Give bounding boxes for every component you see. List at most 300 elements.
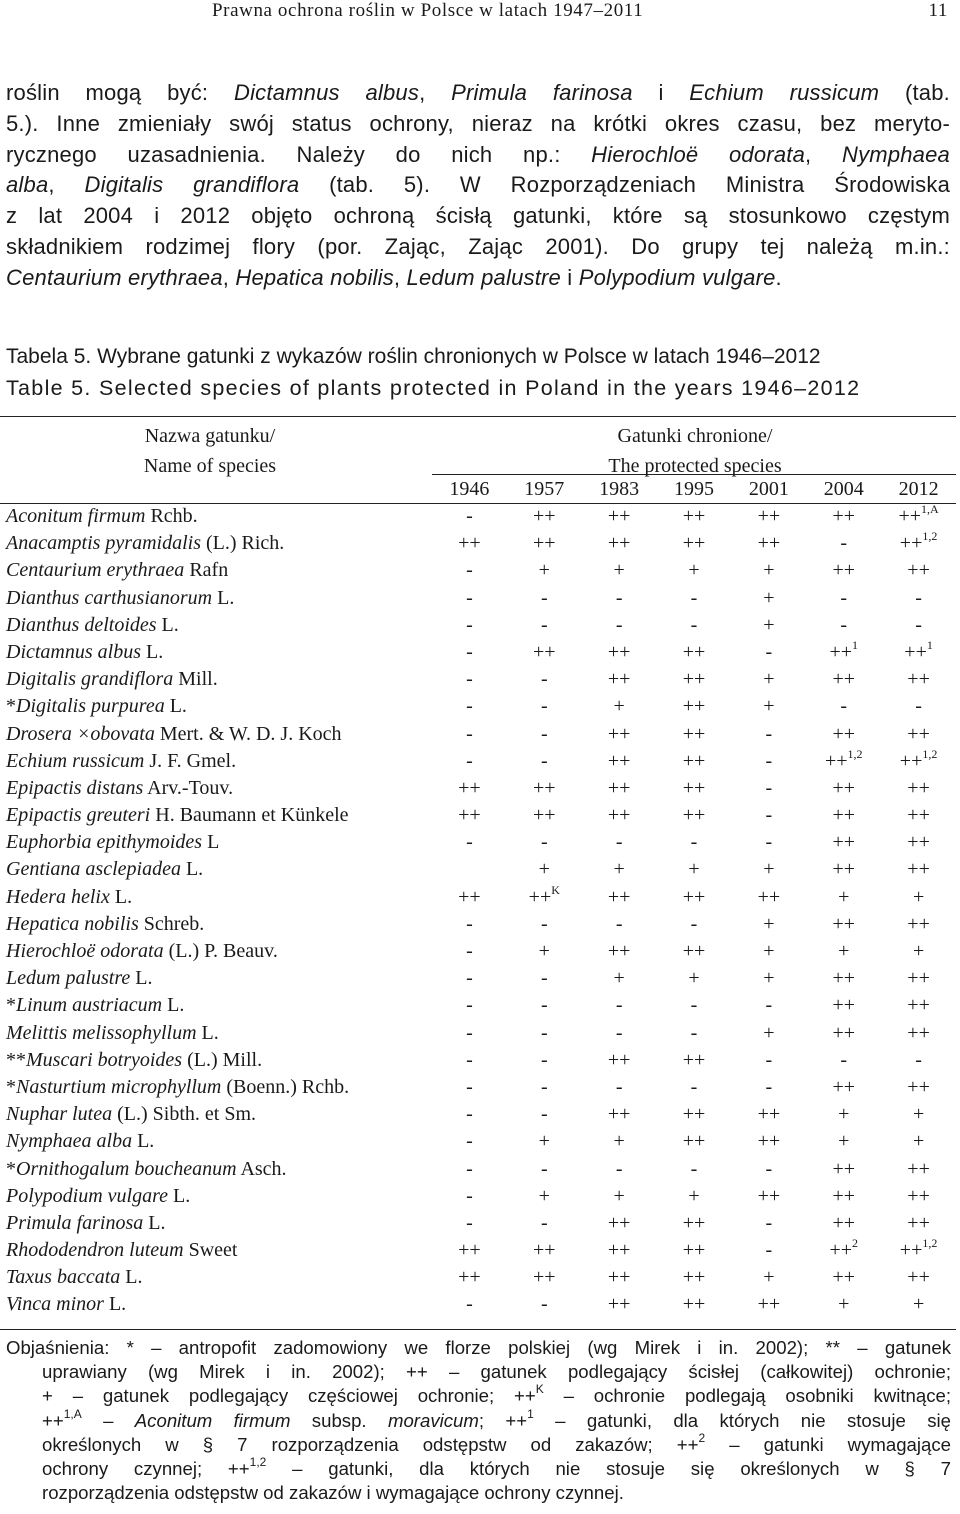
table-row xyxy=(0,693,960,720)
years-group-rule xyxy=(432,474,956,475)
status-cell xyxy=(507,585,582,612)
species-latin-name: Centaurium erythraea xyxy=(6,559,185,582)
status-cell xyxy=(806,612,881,639)
species-author: L xyxy=(202,831,220,854)
status-cell xyxy=(432,503,507,530)
status-value: ++ xyxy=(824,749,848,772)
status-value: + xyxy=(613,1184,625,1207)
table-row xyxy=(0,612,960,639)
status-cell xyxy=(657,884,732,911)
status-cell xyxy=(582,884,657,911)
status-cell xyxy=(507,503,582,530)
status-value: - xyxy=(765,1211,773,1234)
species-author: L. xyxy=(120,1266,143,1289)
status-value: ++ xyxy=(533,640,556,663)
status-cell xyxy=(507,1020,582,1047)
table-row xyxy=(0,911,960,938)
status-values xyxy=(432,911,956,938)
status-cell xyxy=(582,639,657,666)
status-value: ++ xyxy=(533,1239,556,1262)
species-author: (L.) P. Beauv. xyxy=(163,940,278,962)
status-cell xyxy=(432,911,507,938)
status-value: ++ xyxy=(682,505,706,527)
status-cell xyxy=(432,884,507,911)
status-cell xyxy=(806,1047,881,1074)
species-author: Arv.-Touv. xyxy=(143,776,234,799)
species-author: L. xyxy=(180,858,204,881)
status-value: ++ xyxy=(682,532,706,555)
status-cell xyxy=(507,775,582,802)
status-cell xyxy=(582,1128,657,1155)
table-row xyxy=(0,938,960,965)
status-cell xyxy=(432,802,507,829)
species-author: H. Baumann et Künkele xyxy=(150,804,349,827)
status-value: ++ xyxy=(907,776,930,799)
status-cell xyxy=(582,938,657,965)
status-value: - xyxy=(690,831,698,854)
status-value: ++ xyxy=(832,1075,855,1098)
status-value: - xyxy=(466,722,473,745)
status-cell xyxy=(806,1020,881,1047)
status-value: - xyxy=(765,749,773,772)
species-latin-name: Vinca minor xyxy=(6,1293,104,1316)
status-cell xyxy=(507,721,582,748)
species-author: (L.) Sibth. et Sm. xyxy=(112,1103,257,1126)
status-value: - xyxy=(540,668,548,691)
status-value: - xyxy=(915,586,922,609)
status-cell xyxy=(507,1237,582,1264)
status-cell xyxy=(432,530,507,557)
status-values xyxy=(432,1128,956,1155)
status-value: - xyxy=(540,1048,548,1071)
status-value: - xyxy=(615,994,623,1017)
status-value: ++ xyxy=(907,858,930,881)
status-value: ++ xyxy=(458,1239,481,1262)
status-cell xyxy=(806,992,881,1019)
status-value: - xyxy=(466,640,473,663)
status-value: - xyxy=(466,613,473,636)
status-value: - xyxy=(466,695,473,718)
table-row xyxy=(0,1237,960,1264)
status-value: ++ xyxy=(832,912,855,935)
status-cell xyxy=(582,802,657,829)
status-value: - xyxy=(540,1157,548,1180)
year-header: 2004 xyxy=(823,478,864,500)
status-cell xyxy=(432,721,507,748)
status-cell xyxy=(432,585,507,612)
status-cell xyxy=(881,938,956,965)
species-latin-name: Nymphaea alba xyxy=(6,1130,133,1153)
table-row xyxy=(0,802,960,829)
status-value: ++ xyxy=(832,967,855,990)
status-value: ++ xyxy=(907,668,930,691)
status-value: - xyxy=(540,912,548,935)
status-cell xyxy=(806,802,881,829)
status-values xyxy=(432,1156,956,1183)
status-cell xyxy=(507,802,582,829)
status-value: - xyxy=(690,1157,698,1180)
status-value: - xyxy=(615,1021,623,1044)
table-row xyxy=(0,557,960,584)
table-bottom-rule xyxy=(0,1329,956,1330)
page-number: 11 xyxy=(928,0,948,21)
status-cell xyxy=(881,911,956,938)
status-value: - xyxy=(466,559,473,582)
status-cell xyxy=(507,639,582,666)
table-row xyxy=(0,1291,960,1318)
status-value: - xyxy=(765,776,773,799)
status-value: - xyxy=(840,532,848,555)
status-value: - xyxy=(466,1021,473,1044)
status-cell xyxy=(731,585,806,612)
status-value: + xyxy=(688,967,700,990)
status-cell xyxy=(432,639,507,666)
status-value: + xyxy=(763,967,775,990)
status-value: ++ xyxy=(533,532,556,555)
status-value: + xyxy=(613,858,625,881)
status-values xyxy=(432,666,956,693)
status-value: ++ xyxy=(682,668,706,691)
status-cell xyxy=(731,802,806,829)
status-value: - xyxy=(690,994,698,1017)
status-cell xyxy=(806,1264,881,1291)
species-latin-name: Gentiana asclepiadea xyxy=(6,858,181,881)
body-line-6: składnikiem rodzimej flory (por. Zając, Zając 2001). Do grupy tej należą m.in.: xyxy=(6,233,950,259)
species-latin-name: Dianthus carthusianorum xyxy=(6,586,213,609)
status-value: - xyxy=(466,1103,473,1126)
status-cell xyxy=(507,693,582,720)
species-author: L. xyxy=(130,967,153,990)
status-cell xyxy=(507,829,582,856)
status-value: - xyxy=(540,695,548,718)
status-cell xyxy=(881,693,956,720)
status-cell xyxy=(582,693,657,720)
status-values xyxy=(432,829,956,856)
status-value: - xyxy=(765,1239,773,1262)
status-value: + xyxy=(613,967,625,990)
status-value: ++ xyxy=(533,1266,556,1289)
status-value: ++ xyxy=(832,505,855,527)
status-cell xyxy=(731,612,806,639)
status-value: - xyxy=(690,613,698,636)
status-superscript: K xyxy=(551,882,560,897)
status-cell xyxy=(657,1291,732,1318)
status-value: ++ xyxy=(533,505,556,527)
status-values xyxy=(432,748,956,775)
species-name-cell xyxy=(6,1101,256,1128)
table-row xyxy=(0,884,960,911)
status-value: - xyxy=(915,1048,922,1071)
species-latin-name: Digitalis grandiflora xyxy=(6,668,174,691)
footnote-line-5: określonych w § 7 rozporządzenia odstępstw od zakazów; ++$^2$ – gatunki wymagające xyxy=(42,1430,951,1455)
status-cell xyxy=(881,1047,956,1074)
status-cell xyxy=(507,992,582,1019)
status-value: + xyxy=(912,1103,925,1126)
table-row xyxy=(0,1156,960,1183)
status-value: + xyxy=(838,885,850,908)
status-cell xyxy=(657,693,732,720)
species-latin-name: Hepatica nobilis xyxy=(6,912,139,935)
status-value: + xyxy=(763,559,775,582)
status-value: ++ xyxy=(682,1211,706,1234)
table-row xyxy=(0,1047,960,1074)
status-cell xyxy=(657,1237,732,1264)
body-line-2: 5.). Inne zmieniały swój status ochrony, nieraz na krótki okres czasu, bez meryto- xyxy=(6,110,950,136)
status-values xyxy=(432,557,956,584)
status-cell xyxy=(507,1291,582,1318)
status-value: ++ xyxy=(607,532,631,555)
status-cell xyxy=(432,856,507,883)
status-value: ++ xyxy=(757,1184,781,1207)
status-values xyxy=(432,639,956,666)
status-cell xyxy=(432,1210,507,1237)
status-cell xyxy=(582,1156,657,1183)
status-cell xyxy=(657,557,732,584)
status-cell xyxy=(582,911,657,938)
status-cell xyxy=(731,938,806,965)
status-value: - xyxy=(765,1075,773,1098)
species-name-cell xyxy=(6,1264,142,1291)
body-paragraph xyxy=(6,78,950,294)
protected-column-header xyxy=(520,421,870,481)
footnote-line-4: ++$^{1,A}$ – Aconitum firmum subsp. moravicum; ++$^1$ – gatunki, dla których nie stosuje się xyxy=(42,1406,951,1431)
status-values xyxy=(432,1210,956,1237)
status-superscript: 1,2 xyxy=(922,1236,938,1251)
species-author: L. xyxy=(168,1184,191,1207)
status-value: ++ xyxy=(533,804,556,827)
species-author: (L.) Rich. xyxy=(201,532,285,555)
status-value: - xyxy=(466,1184,473,1207)
status-value: ++ xyxy=(907,912,930,935)
species-name-cell xyxy=(6,693,187,720)
status-cell xyxy=(582,557,657,584)
status-value: - xyxy=(840,613,848,636)
table-caption-pl: Tabela 5. Wybrane gatunki z wykazów roślin chronionych w Polsce w latach 1946–2012 xyxy=(6,345,821,368)
status-value: - xyxy=(615,831,623,854)
status-value: + xyxy=(688,1184,700,1207)
status-cell xyxy=(806,1074,881,1101)
protected-header-pl: Gatunki chronione/ xyxy=(617,425,773,447)
status-value: ++ xyxy=(607,640,631,663)
status-value: ++ xyxy=(832,858,855,881)
species-name-cell xyxy=(6,1074,349,1101)
status-value: ++ xyxy=(907,722,930,745)
status-cell xyxy=(657,585,732,612)
status-value: - xyxy=(466,1075,473,1098)
status-value: - xyxy=(690,912,698,935)
species-author: L. xyxy=(143,1211,166,1234)
status-cell xyxy=(582,585,657,612)
status-cell xyxy=(432,1101,507,1128)
status-cell xyxy=(806,1291,881,1318)
status-cell xyxy=(507,1101,582,1128)
year-headers xyxy=(432,476,956,503)
status-superscript: 1 xyxy=(926,637,933,652)
status-value: - xyxy=(690,1075,698,1098)
status-cell xyxy=(432,748,507,775)
status-value: ++ xyxy=(832,559,855,582)
status-cell xyxy=(806,1237,881,1264)
status-cell xyxy=(881,585,956,612)
status-value: ++ xyxy=(682,885,706,908)
species-author: L. xyxy=(103,1293,127,1316)
species-author: J. F. Gmel. xyxy=(144,749,237,772)
table-row xyxy=(0,721,960,748)
status-values xyxy=(432,965,956,992)
status-values xyxy=(432,1291,956,1318)
table-body xyxy=(0,503,960,1319)
table-row xyxy=(0,1183,960,1210)
species-latin-name: Polypodium vulgare xyxy=(6,1184,169,1207)
status-value: ++ xyxy=(607,505,631,527)
status-cell xyxy=(806,557,881,584)
species-name-cell xyxy=(6,775,233,802)
status-cell xyxy=(881,965,956,992)
species-prefix: * xyxy=(6,1157,16,1180)
status-cell xyxy=(432,1291,507,1318)
status-value: - xyxy=(540,967,548,990)
table-row xyxy=(0,503,960,530)
species-author: L. xyxy=(132,1130,155,1153)
status-cell xyxy=(731,693,806,720)
status-value: + xyxy=(538,1184,550,1207)
species-name-cell xyxy=(6,503,198,530)
status-cell xyxy=(731,1047,806,1074)
species-name-cell xyxy=(6,802,349,829)
status-cell xyxy=(657,965,732,992)
status-cell xyxy=(582,775,657,802)
status-value: - xyxy=(840,586,848,609)
status-value: - xyxy=(540,613,548,636)
status-value: ++ xyxy=(907,831,930,854)
species-prefix: * xyxy=(6,994,16,1017)
species-author: Sweet xyxy=(183,1239,238,1262)
status-value: ++ xyxy=(607,940,631,962)
species-prefix: ** xyxy=(6,1048,26,1071)
status-value: ++ xyxy=(607,885,631,908)
status-value: ++ xyxy=(907,804,930,827)
status-value: - xyxy=(765,1157,773,1180)
status-cell xyxy=(507,1128,582,1155)
table-caption-en: Table 5. Selected species of plants protected in Poland in the years 1946–2012 xyxy=(6,376,861,400)
body-line-3: rycznego uzasadnienia. Należy do nich np.: Hierochloë odorata, Nymphaea xyxy=(6,141,950,167)
status-cell xyxy=(881,1264,956,1291)
status-cell xyxy=(657,911,732,938)
status-value: + xyxy=(688,858,700,881)
status-cell xyxy=(582,1020,657,1047)
status-value: - xyxy=(915,613,922,636)
status-value: ++ xyxy=(907,1075,930,1098)
status-value: - xyxy=(540,1075,548,1098)
status-cell xyxy=(507,557,582,584)
status-cell xyxy=(582,1183,657,1210)
status-value: ++ xyxy=(607,804,631,827)
status-value: - xyxy=(540,1211,548,1234)
status-value: + xyxy=(912,940,925,962)
status-cell xyxy=(657,666,732,693)
table-row xyxy=(0,748,960,775)
status-cell xyxy=(432,693,507,720)
status-cell xyxy=(881,802,956,829)
status-value: ++ xyxy=(607,1211,631,1234)
status-value: - xyxy=(466,505,473,527)
table-row xyxy=(0,775,960,802)
status-value: + xyxy=(763,668,775,691)
status-cell xyxy=(881,1210,956,1237)
status-cell xyxy=(657,503,732,530)
status-value: - xyxy=(540,586,548,609)
status-value: ++ xyxy=(682,749,706,772)
status-cell xyxy=(881,775,956,802)
page-header xyxy=(0,0,960,26)
species-author: L. xyxy=(196,1021,219,1044)
status-cell xyxy=(582,1237,657,1264)
status-value: - xyxy=(540,1021,548,1044)
species-author: Mert. & W. D. J. Koch xyxy=(154,722,342,745)
status-cell xyxy=(806,829,881,856)
species-author: L. xyxy=(162,994,185,1017)
status-cell xyxy=(657,612,732,639)
status-value: ++ xyxy=(757,1103,781,1126)
status-value: ++ xyxy=(829,640,852,663)
status-cell xyxy=(731,1156,806,1183)
status-value: + xyxy=(613,695,625,718)
footnote-line-7: rozporządzenia odstępstw od zakazów i wymagające ochrony czynnej. xyxy=(42,1482,624,1504)
status-values xyxy=(432,884,956,911)
year-header: 1995 xyxy=(674,478,714,500)
species-name-cell xyxy=(6,965,152,992)
table-row xyxy=(0,639,960,666)
status-cell xyxy=(582,1074,657,1101)
footnote-line-1: Objaśnienia: * – antropofit zadomowiony we florze polskiej (wg Mirek i in. 2002); ** – gatunek xyxy=(6,1337,951,1358)
status-value: ++ xyxy=(829,1239,852,1262)
status-cell xyxy=(432,775,507,802)
status-value: ++ xyxy=(607,1103,631,1126)
status-cell xyxy=(731,965,806,992)
status-value: ++ xyxy=(899,749,923,772)
status-cell xyxy=(507,938,582,965)
status-cell xyxy=(731,1237,806,1264)
status-values xyxy=(432,775,956,802)
status-cell xyxy=(806,1210,881,1237)
status-cell xyxy=(582,530,657,557)
status-cell xyxy=(432,612,507,639)
species-latin-name: Anacamptis pyramidalis xyxy=(6,532,201,555)
status-value: ++ xyxy=(458,885,481,908)
status-value: ++ xyxy=(607,1266,631,1289)
status-cell xyxy=(657,1183,732,1210)
status-cell xyxy=(657,1047,732,1074)
status-cell xyxy=(881,1291,956,1318)
status-cell xyxy=(806,1156,881,1183)
status-value: ++ xyxy=(907,1266,930,1289)
status-cell xyxy=(881,1128,956,1155)
status-value: + xyxy=(538,1130,550,1153)
species-latin-name: Digitalis purpurea xyxy=(16,695,165,718)
species-name-cell xyxy=(6,557,228,584)
status-cell xyxy=(657,748,732,775)
year-header: 1946 xyxy=(449,478,490,500)
protected-header-en: The protected species xyxy=(608,455,782,477)
status-cell xyxy=(731,829,806,856)
status-cell xyxy=(881,1020,956,1047)
status-value: - xyxy=(466,1130,473,1153)
species-author: Rchb. xyxy=(145,505,198,527)
status-values xyxy=(432,585,956,612)
status-value: - xyxy=(615,1075,623,1098)
status-value: - xyxy=(690,586,698,609)
species-latin-name: Melittis melissophyllum xyxy=(6,1021,197,1044)
